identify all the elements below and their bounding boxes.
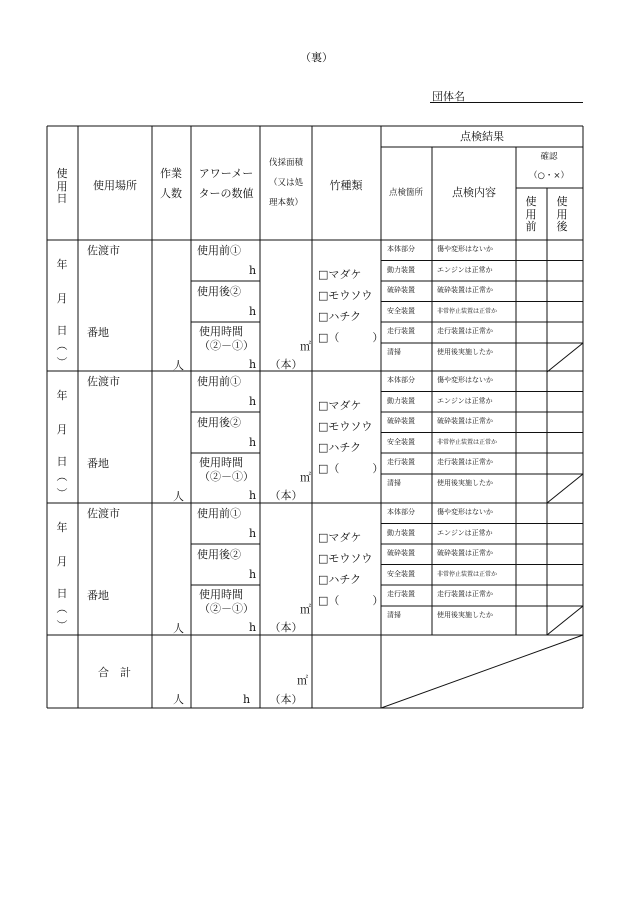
meter-time-label: 使用時間 [199,325,243,338]
date-year-label: 年 [56,258,68,271]
date-month-label: 月 [56,555,68,568]
species-option[interactable]: □マダケ [318,268,362,281]
header-confirm: 確認 [540,152,558,162]
meter-time-unit: h [249,621,257,634]
header-workers: 人数 [160,187,182,200]
meter-time-formula: （②－①） [199,339,254,352]
inspection-part: 動力装置 [387,396,415,405]
meter-after-unit: h [249,436,257,449]
inspection-content: エンジンは正常か [437,265,493,274]
date-day-label: 日 [56,587,68,600]
species-option[interactable]: □ハチク [318,441,361,454]
total-count-unit: （本） [269,693,303,706]
species-option[interactable]: □マダケ [318,531,362,544]
date-weekday-paren-open: ︵ [56,339,68,352]
inspection-content: 使用後実施したか [437,611,493,619]
workers-unit: 人 [173,359,184,372]
header-meter: ターの数値 [198,187,254,200]
meter-before-unit: h [249,527,257,540]
meter-time-formula: （②－①） [199,602,254,615]
header-part: 点検箇所 [388,188,424,198]
species-option[interactable]: □ハチク [318,573,361,586]
date-day-label: 日 [56,324,68,337]
workers-unit: 人 [173,490,184,503]
meter-time-unit: h [249,489,257,502]
header-area: （又は処 [268,178,304,188]
species-option[interactable]: □（ ） [318,462,384,475]
inspection-content: 破砕装置は正常か [437,549,493,557]
inspection-part: 破砕装置 [387,417,415,425]
inspection-part: 走行装置 [387,590,415,598]
cleaning-after-slash [547,343,583,372]
header-place: 使用場所 [93,179,137,192]
inspection-part: 清掃 [387,611,401,619]
date-month-label: 月 [56,423,68,436]
inspection-content: 非常停止装置は正常か [437,438,498,446]
date-weekday-paren-close: ︶ [56,356,68,369]
total-hour-unit: h [243,693,251,706]
inspection-content: 走行装置は正常か [437,327,493,335]
meter-before-label: 使用前① [197,244,241,257]
meter-after-label: 使用後② [197,416,241,429]
organization-label: 団体名 [432,90,465,103]
inspection-part: 清掃 [387,479,401,487]
inspection-part: 動力装置 [387,528,415,537]
header-area: 理本数） [268,198,304,208]
header-date: 使 用 日 [56,167,68,205]
header-result: 点検結果 [460,130,504,143]
inspection-part: 安全装置 [387,437,415,446]
header-meter: アワーメー [198,167,254,180]
total-area-unit: ㎡ [297,674,308,687]
date-year-label: 年 [56,389,68,402]
inspection-content: 非常停止装置は正常か [437,570,498,578]
inspection-content: 破砕装置は正常か [437,417,493,425]
count-unit: （本） [269,358,303,371]
page-title: （裏） [300,51,333,64]
inspection-part: 本体部分 [387,376,415,384]
total-label: 合 計 [98,666,131,679]
place-city: 佐渡市 [87,375,120,388]
workers-unit: 人 [173,622,184,635]
meter-before-label: 使用前① [197,507,241,520]
meter-before-unit: h [249,264,257,277]
inspection-content: 傷や変形はないか [437,376,493,384]
species-option[interactable]: □（ ） [318,594,384,607]
header-species: 竹種類 [329,179,363,192]
meter-after-unit: h [249,568,257,581]
inspection-part: 安全装置 [387,569,415,578]
inspection-content: 破砕装置は正常か [437,286,493,294]
inspection-part: 破砕装置 [387,286,415,294]
place-city: 佐渡市 [87,244,120,257]
inspection-part: 走行装置 [387,327,415,335]
inspection-content: 傷や変形はないか [437,508,493,516]
date-month-label: 月 [56,292,68,305]
header-content: 点検内容 [452,186,496,199]
inspection-content: 使用後実施したか [437,348,493,356]
header-workers: 作業 [160,167,182,180]
inspection-part: 本体部分 [387,245,415,253]
date-day-label: 日 [56,455,68,468]
meter-after-label: 使用後② [197,285,241,298]
area-unit: ㎡ [300,471,311,484]
date-weekday-paren-open: ︵ [56,470,68,483]
header-before: 使 用 前 [525,195,537,233]
date-weekday-paren-close: ︶ [56,487,68,500]
species-option[interactable]: □ハチク [318,310,361,323]
count-unit: （本） [269,489,303,502]
date-year-label: 年 [56,521,68,534]
species-option[interactable]: □（ ） [318,331,384,344]
place-city: 佐渡市 [87,507,120,520]
species-option[interactable]: □モウソウ [318,289,373,302]
meter-time-label: 使用時間 [199,456,243,469]
header-after: 使 用 後 [556,195,568,233]
place-street: 番地 [87,589,109,602]
meter-before-unit: h [249,395,257,408]
inspection-content: 非常停止装置は正常か [437,307,498,315]
inspection-content: 走行装置は正常か [437,590,493,598]
inspection-part: 動力装置 [387,265,415,274]
inspection-content: 傷や変形はないか [437,245,493,253]
date-weekday-paren-open: ︵ [56,602,68,615]
inspection-content: エンジンは正常か [437,396,493,405]
date-weekday-paren-close: ︶ [56,619,68,632]
inspection-part: 清掃 [387,348,401,356]
header-confirm: （○・×） [528,171,570,181]
inspection-content: 走行装置は正常か [437,458,493,466]
inspection-content: エンジンは正常か [437,528,493,537]
header-area: 伐採面積 [268,158,304,168]
meter-time-formula: （②－①） [199,470,254,483]
meter-before-label: 使用前① [197,375,241,388]
place-street: 番地 [87,326,109,339]
species-option[interactable]: □モウソウ [318,552,373,565]
species-option[interactable]: □マダケ [318,399,362,412]
inspection-part: 走行装置 [387,458,415,466]
count-unit: （本） [269,621,303,634]
inspection-part: 安全装置 [387,306,415,315]
meter-time-label: 使用時間 [199,588,243,601]
place-street: 番地 [87,457,109,470]
meter-after-unit: h [249,305,257,318]
cleaning-after-slash [547,606,583,635]
inspection-content: 使用後実施したか [437,479,493,487]
species-option[interactable]: □モウソウ [318,420,373,433]
cleaning-after-slash [547,474,583,503]
total-workers-unit: 人 [173,693,184,706]
inspection-part: 本体部分 [387,508,415,516]
meter-after-label: 使用後② [197,548,241,561]
meter-time-unit: h [249,358,257,371]
area-unit: ㎡ [300,603,311,616]
area-unit: ㎡ [300,340,311,353]
inspection-part: 破砕装置 [387,549,415,557]
total-slash [381,635,583,708]
